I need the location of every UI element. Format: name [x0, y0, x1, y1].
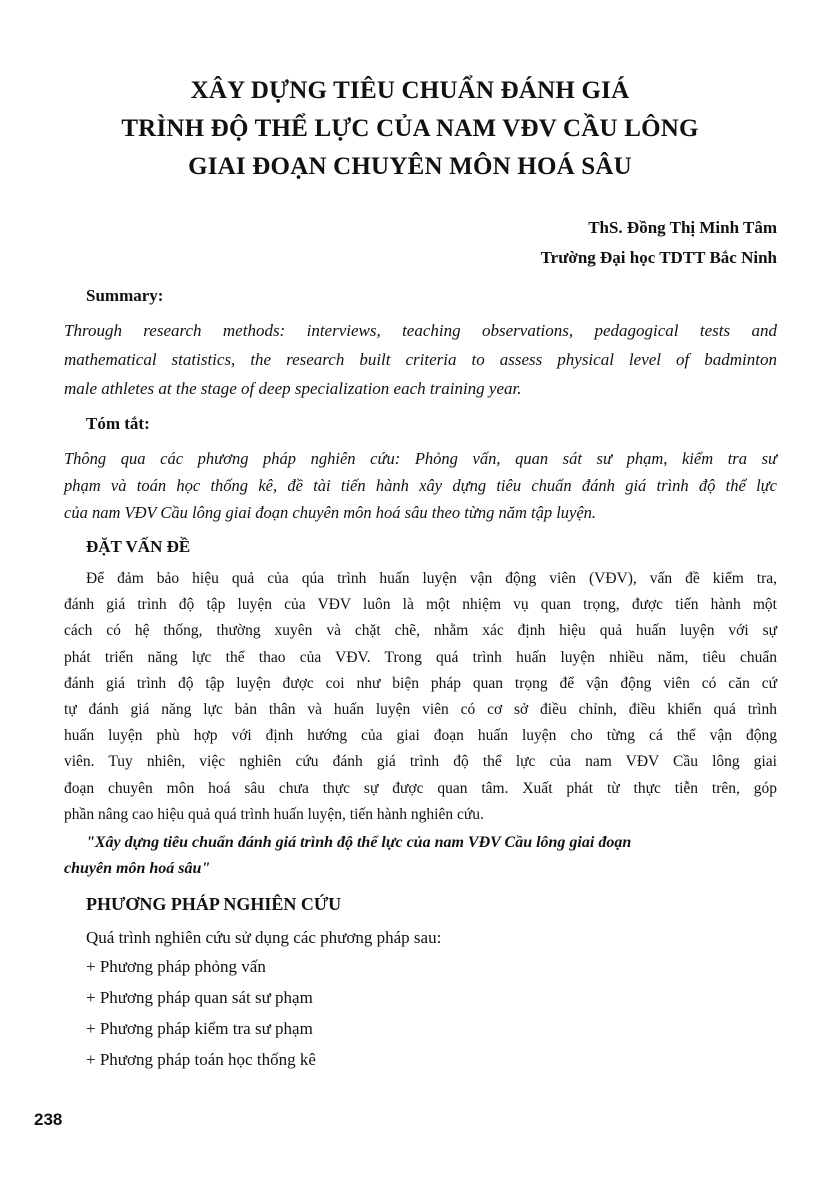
tomtat-line: của nam VĐV Cầu lông giai đoạn chuyên môn hoá sâu theo từng năm tập luyện.	[64, 503, 597, 522]
intro-line: đoạn chuyên môn hoá sâu chưa thực sự được quan tâm. Xuất phát từ thực tiễn trên, góp	[64, 779, 777, 797]
author-name: ThS. Đồng Thị Minh Tâm	[588, 218, 777, 237]
intro-quote	[64, 830, 777, 882]
intro-paragraph	[64, 566, 777, 828]
tomtat-line: phạm và toán học thống kê, đề tài tiến hành xây dựng tiêu chuẩn đánh giá trình độ thể lực	[64, 476, 777, 495]
title-line-3: GIAI ĐOẠN CHUYÊN MÔN HOÁ SÂU	[188, 153, 632, 180]
summary-heading: Summary:	[86, 286, 164, 305]
list-item: + Phương pháp quan sát sư phạm	[86, 988, 313, 1007]
intro-line: huấn luyện phù hợp với định hướng của giai đoạn huấn luyện cho từng cá thể vận động	[64, 727, 777, 745]
list-item: + Phương pháp kiểm tra sư phạm	[86, 1019, 313, 1038]
tomtat-paragraph	[64, 445, 777, 526]
methods-list	[86, 955, 316, 1079]
page-number: 238	[34, 1110, 63, 1129]
methods-intro: Quá trình nghiên cứu sử dụng các phương pháp sau:	[86, 928, 442, 947]
intro-line: Để đảm bảo hiệu quả của qúa trình huấn luyện vận động viên (VĐV), vấn đề kiểm tra,	[86, 570, 777, 587]
summary-line: mathematical statistics, the research built criteria to assess physical level of badminton	[64, 350, 777, 369]
quote-line: chuyên môn hoá sâu"	[64, 860, 211, 877]
tomtat-line: Thông qua các phương pháp nghiên cứu: Phỏng vấn, quan sát sư phạm, kiểm tra sư	[64, 449, 777, 468]
intro-line: viên. Tuy nhiên, việc nghiên cứu đánh giá trình độ thể lực của nam VĐV Cầu lông giai	[64, 753, 777, 771]
list-item: + Phương pháp phỏng vấn	[86, 957, 266, 976]
intro-line: tự đánh giá năng lực bản thân và huấn luyện viên có cơ sở điều chỉnh, điều khiển quá trình	[64, 701, 777, 719]
author-affiliation: Trường Đại học TDTT Bắc Ninh	[540, 248, 777, 267]
quote-line: "Xây dựng tiêu chuẩn đánh giá trình độ thể lực của nam VĐV Cầu lông giai đoạn	[86, 834, 632, 851]
page-title	[60, 72, 760, 186]
tomtat-heading: Tóm tắt:	[86, 414, 150, 433]
summary-line: male athletes at the stage of deep specialization each training year.	[64, 379, 522, 398]
list-item: + Phương pháp toán học thống kê	[86, 1050, 316, 1069]
author-block	[541, 213, 777, 273]
intro-heading: ĐẶT VẤN ĐỀ	[86, 537, 191, 556]
intro-line: cách có hệ thống, thường xuyên và chặt chẽ, nhằm xác định hiệu quả huấn luyện với sự	[64, 622, 777, 640]
title-line-1: XÂY DỰNG TIÊU CHUẨN ĐÁNH GIÁ	[190, 77, 630, 104]
title-line-2: TRÌNH ĐỘ THỂ LỰC CỦA NAM VĐV CẦU LÔNG	[121, 115, 699, 142]
summary-paragraph	[64, 316, 777, 403]
summary-line: Through research methods: interviews, teaching observations, pedagogical tests and	[64, 321, 777, 340]
intro-line: đánh giá trình độ tập luyện của VĐV luôn là một nhiệm vụ quan trọng, được tiến hành một	[64, 596, 777, 614]
intro-line: đánh giá trình độ tập luyện được coi như biện pháp quan trọng để vận động viên có căn cứ	[64, 674, 777, 692]
intro-line: phần nâng cao hiệu quả quá trình huấn luyện, tiến hành nghiên cứu.	[64, 805, 484, 823]
intro-line: phát triển năng lực thể thao của VĐV. Trong quá trình huấn luyện nhiều năm, tiêu chuẩn	[64, 648, 777, 666]
methods-heading: PHƯƠNG PHÁP NGHIÊN CỨU	[86, 894, 342, 914]
